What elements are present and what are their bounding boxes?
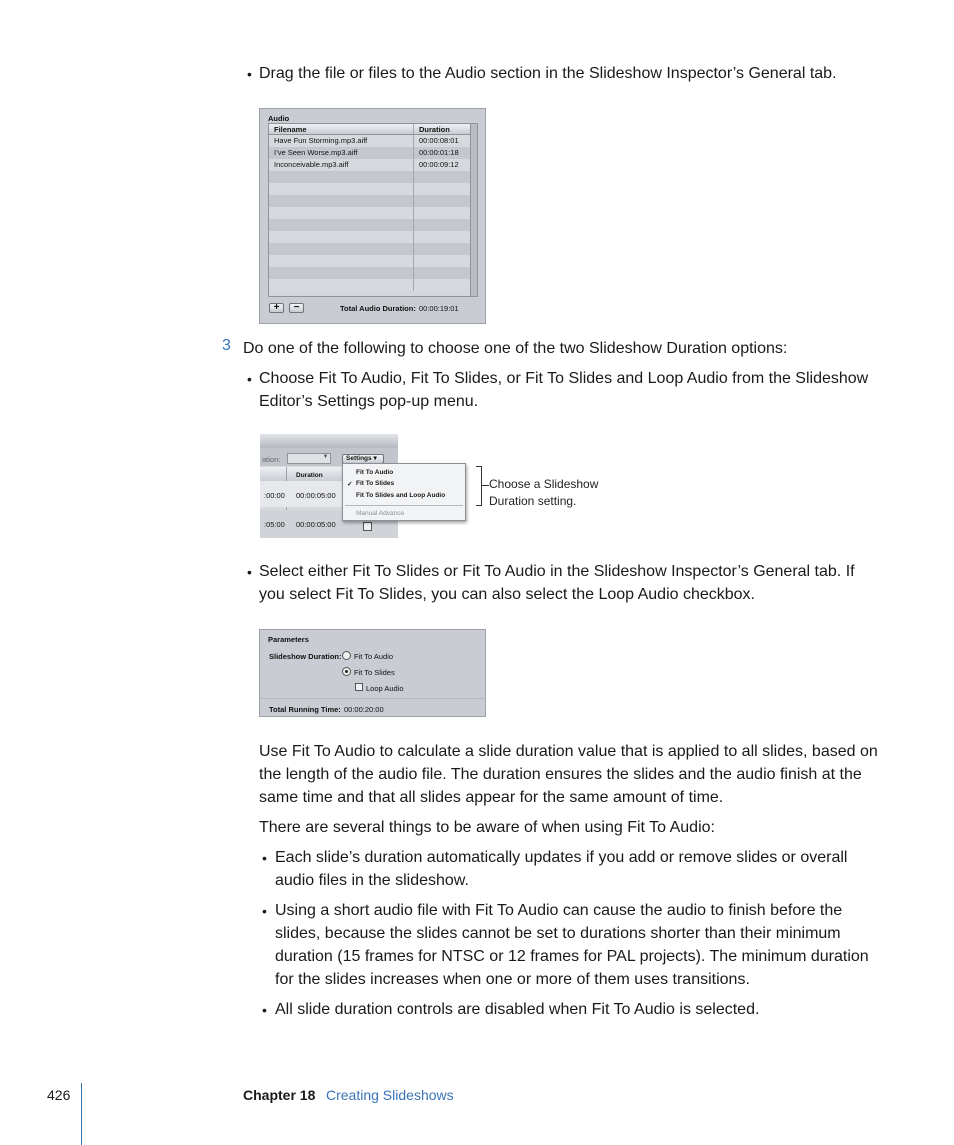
- footer-divider: [81, 1083, 82, 1145]
- duration-label: Slideshow Duration:: [269, 652, 342, 661]
- slide-checkbox[interactable]: [363, 522, 372, 531]
- bullet-text: All slide duration controls are disabled when Fit To Audio is selected.: [275, 1001, 760, 1018]
- col-duration[interactable]: Duration: [419, 125, 450, 134]
- loop-audio-checkbox[interactable]: [355, 683, 363, 691]
- audio-rows: [269, 135, 477, 291]
- params-title: Parameters: [268, 635, 309, 644]
- row-filename: Have Fun Storming.mp3.aiff: [274, 136, 368, 145]
- callout-line: [482, 485, 489, 486]
- col-duration: Duration: [296, 472, 323, 479]
- menu-item-fit-audio[interactable]: Fit To Audio: [356, 469, 394, 476]
- bullet-text: Choose Fit To Audio, Fit To Slides, or Fit To Slides and Loop Audio from the Slideshow Editor’s Settings pop-up menu.: [259, 370, 869, 410]
- step-number: 3: [222, 337, 231, 354]
- bullet-marker: •: [247, 66, 252, 82]
- page-number: 426: [47, 1087, 71, 1103]
- chevron-down-icon: ▼: [322, 454, 329, 460]
- bullet-text: Select either Fit To Slides or Fit To Audio in the Slideshow Inspector’s General tab. If you select Fit To Slides, you can also select the Loop Audio checkbox.: [259, 563, 855, 603]
- bullet-marker: •: [262, 1002, 267, 1018]
- audio-title: Audio: [268, 114, 290, 123]
- settings-popup-menu: [342, 463, 466, 521]
- callout-text: Choose a Slideshow Duration setting.: [489, 477, 599, 508]
- table-row[interactable]: [269, 135, 477, 147]
- fit-slides-label: Fit To Slides: [354, 668, 395, 677]
- menu-item-manual-advance: Manual Advance: [356, 510, 405, 517]
- radio-fit-audio[interactable]: [342, 651, 351, 660]
- menu-item-fit-slides-loop[interactable]: Fit To Slides and Loop Audio: [356, 492, 446, 499]
- step-text: Do one of the following to choose one of the two Slideshow Duration options:: [243, 340, 788, 357]
- menu-item-fit-slides[interactable]: Fit To Slides: [356, 480, 395, 487]
- chapter-label: Chapter 18: [243, 1087, 316, 1103]
- audio-panel-screenshot: [259, 108, 486, 324]
- bullet-text: Each slide’s duration automatically updates if you add or remove slides or overall audio files in the slideshow.: [275, 849, 848, 889]
- row-duration: 00:00:05:00: [296, 491, 336, 500]
- callout-bracket: [476, 466, 482, 506]
- add-audio-button[interactable]: +: [269, 303, 284, 313]
- bullet-text: Drag the file or files to the Audio section in the Slideshow Inspector’s General tab.: [259, 65, 837, 82]
- loop-audio-label: Loop Audio: [366, 684, 404, 693]
- bullet-marker: •: [247, 371, 252, 387]
- row-duration: 00:00:01:18: [419, 148, 459, 157]
- row-time: :05:00: [264, 520, 285, 529]
- row-filename: I’ve Seen Worse.mp3.aiff: [274, 148, 358, 157]
- paragraph-fit-audio: Use Fit To Audio to calculate a slide duration value that is applied to all slides, based on the length of the audio file. The duration ensures the slides and the audio finish at the same time and that all slides appear for the same amount of time.: [259, 743, 878, 806]
- running-time-label: Total Running Time:: [269, 705, 341, 714]
- row-duration: 00:00:09:12: [419, 160, 459, 169]
- fit-audio-label: Fit To Audio: [354, 652, 394, 661]
- row-time: :00:00: [264, 491, 285, 500]
- col-filename[interactable]: Filename: [274, 125, 307, 134]
- table-row[interactable]: [269, 159, 477, 171]
- paragraph-aware: There are several things to be aware of when using Fit To Audio:: [259, 819, 715, 836]
- remove-audio-button[interactable]: −: [289, 303, 304, 313]
- total-audio-value: 00:00:19:01: [419, 304, 459, 313]
- row-duration: 00:00:05:00: [296, 520, 336, 529]
- bullet-marker: •: [247, 564, 252, 580]
- settings-button[interactable]: Settings ▾: [342, 454, 384, 464]
- radio-fit-slides[interactable]: [342, 667, 351, 676]
- ation-label: ation:: [262, 455, 281, 464]
- chapter-title: Creating Slideshows: [326, 1087, 454, 1103]
- checkmark-icon: ✓: [347, 481, 353, 488]
- bullet-text: Using a short audio file with Fit To Audio can cause the audio to finish before the slides, because the slides cannot be set to durations shorter than their minimum duration (15 frames for NTSC or 12 frames for PAL projects). The minimum duration for the slides increases when one or more of them uses transitions.: [275, 902, 869, 988]
- running-time-value: 00:00:20:00: [344, 705, 384, 714]
- row-filename: Inconceivable.mp3.aiff: [274, 160, 349, 169]
- audio-table: [268, 123, 478, 297]
- bullet-marker: •: [262, 850, 267, 866]
- parameters-screenshot: [259, 629, 486, 717]
- audio-table-header: [269, 124, 477, 135]
- row-duration: 00:00:08:01: [419, 136, 459, 145]
- table-row[interactable]: [269, 147, 477, 159]
- bullet-marker: •: [262, 903, 267, 919]
- table-scrollbar[interactable]: [470, 124, 477, 296]
- total-audio-label: Total Audio Duration:: [340, 304, 416, 313]
